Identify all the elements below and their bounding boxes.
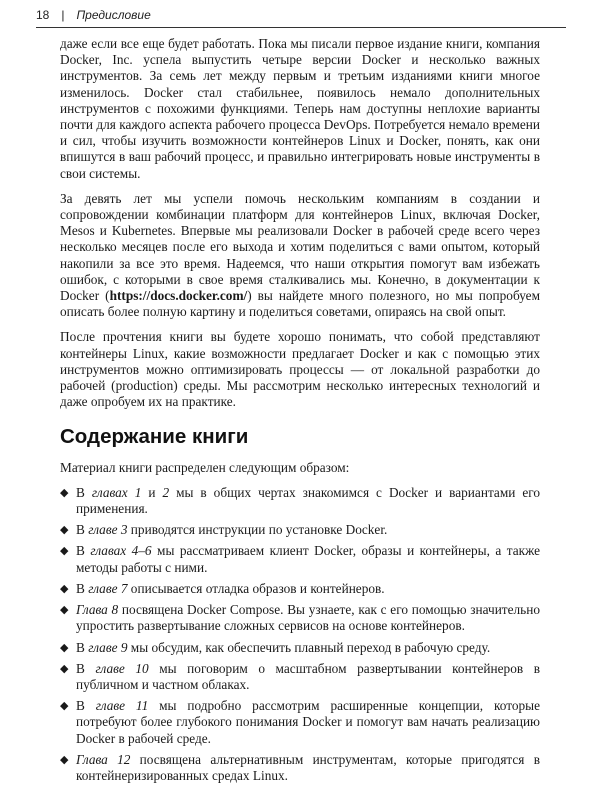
diamond-bullet-icon: ◆ [60,752,69,766]
chapter-ref: 2 [162,484,170,500]
paragraph-2-text-before: За девять лет мы успели помочь нескольким компаниям в создании и сопровождении комбинации платформ для контейнеров Linux, включая Docker, Mesos и Kubernetes. Впервые мы реализовали Docker в рабочей среде всего через несколько месяцев после его выхода и хотим поделиться с вами опытом, который накопили за все это время. Надеемся, что наши открытия помогут вам избежать ошибок, с которыми в свое время сталкивались мы. Конечно, в документации к Docker ( [60,190,540,304]
section-intro: Материал книги распределен следующим образом: [60,459,350,475]
section-heading: Содержание книги [60,425,249,449]
chapter-ref: главе 3 [88,522,128,538]
diamond-bullet-icon: ◆ [60,699,69,713]
chapter-title: Предисловие [76,8,151,22]
chapter-ref: главах 1 [91,484,142,500]
page-body [60,36,540,789]
paragraph-2 [60,191,540,321]
header-rule [36,27,566,28]
diamond-bullet-icon: ◆ [60,581,69,595]
list-item: ◆ В главе 3 приводятся инструкции по установке Docker. [60,522,388,538]
page-number: 18 [36,8,50,22]
list-item: ◆ В главе 10 мы поговорим о масштабном развертывании контейнеров в публичном и частном облаках. [60,660,540,692]
diamond-bullet-icon: ◆ [60,523,69,537]
paragraph-1: даже если все еще будет работать. Пока мы писали первое издание книги, компания Docker, Inc. успела выпустить четыре версии Docker и несколько важных инструментов. За семь лет между первым и третьим изданиями книги многое изменилось. Docker стал стабильнее, появилось немало дополнительных инструментов с похожими функциями. Теперь нам доступны неплохие варианты почти для каждого аспекта рабочего процесса DevOps. Потребуется немало времени и сил, чтобы изучить возможности контейнеров Linux и Docker, понять, как они впишутся в ваш рабочий процесс, и правильно интегрировать новые инструменты в свои системы. [60,36,540,181]
paragraph-3: После прочтения книги вы будете хорошо понимать, что собой представляют контейнеры Linux, какие возможности предлагает Docker и как с помощью этих инструментов можно оптимизировать процессы — от локальной разработки до рабочей (production) среды. Мы рассмотрим несколько интересных технологий и даже опробуем их на практике. [60,329,540,410]
diamond-bullet-icon: ◆ [60,661,69,675]
running-header [36,8,566,22]
chapter-ref: главе 10 [95,660,149,676]
diamond-bullet-icon: ◆ [60,544,69,558]
list-item: ◆ В главах 1 и 2 мы в общих чертах знакомимся с Docker и вариантами его применения. [60,484,541,517]
paragraph-2-text-after: ) вы найдете много полезного, но мы попробуем описать более полную картину и поделиться советами, опираясь на свой опыт. [60,288,540,320]
diamond-bullet-icon: ◆ [60,485,69,499]
chapter-list [60,485,540,784]
chapter-ref: Глава 8 [76,602,119,618]
list-item: ◆ В главах 4–6 мы рассматриваем клиент Docker, образы и контейнеры, а также методы работы с ними. [60,543,540,575]
header-separator: | [61,8,65,22]
chapter-ref: главе 9 [88,639,128,655]
diamond-bullet-icon: ◆ [60,603,69,617]
list-item: ◆ В главе 7 описывается отладка образов и контейнеров. [60,580,385,596]
chapter-ref: главе 7 [88,580,128,596]
chapter-ref: главе 11 [95,698,149,714]
list-item: ◆ В главе 9 мы обсудим, как обеспечить плавный переход в рабочую среду. [60,639,491,655]
list-item: ◆ Глава 8 посвящена Docker Compose. Вы узнаете, как с его помощью значительно упростить развертывание сложных сервисов на основе контейнеров. [60,602,540,634]
list-item: ◆ Глава 12 посвящена альтернативным инструментам, которые пригодятся в контейнеризированных средах Linux. [60,751,540,783]
chapter-ref: Глава 12 [76,751,131,767]
diamond-bullet-icon: ◆ [60,640,69,654]
chapter-ref: главах 4–6 [90,543,152,559]
docs-link[interactable]: https://docs.docker.com/ [109,288,248,304]
list-item: ◆ В главе 11 мы подробно рассмотрим расширенные концепции, которые потребуют более глубокого понимания Docker и помогут вам начать реализацию Docker в рабочей среде. [60,698,540,746]
